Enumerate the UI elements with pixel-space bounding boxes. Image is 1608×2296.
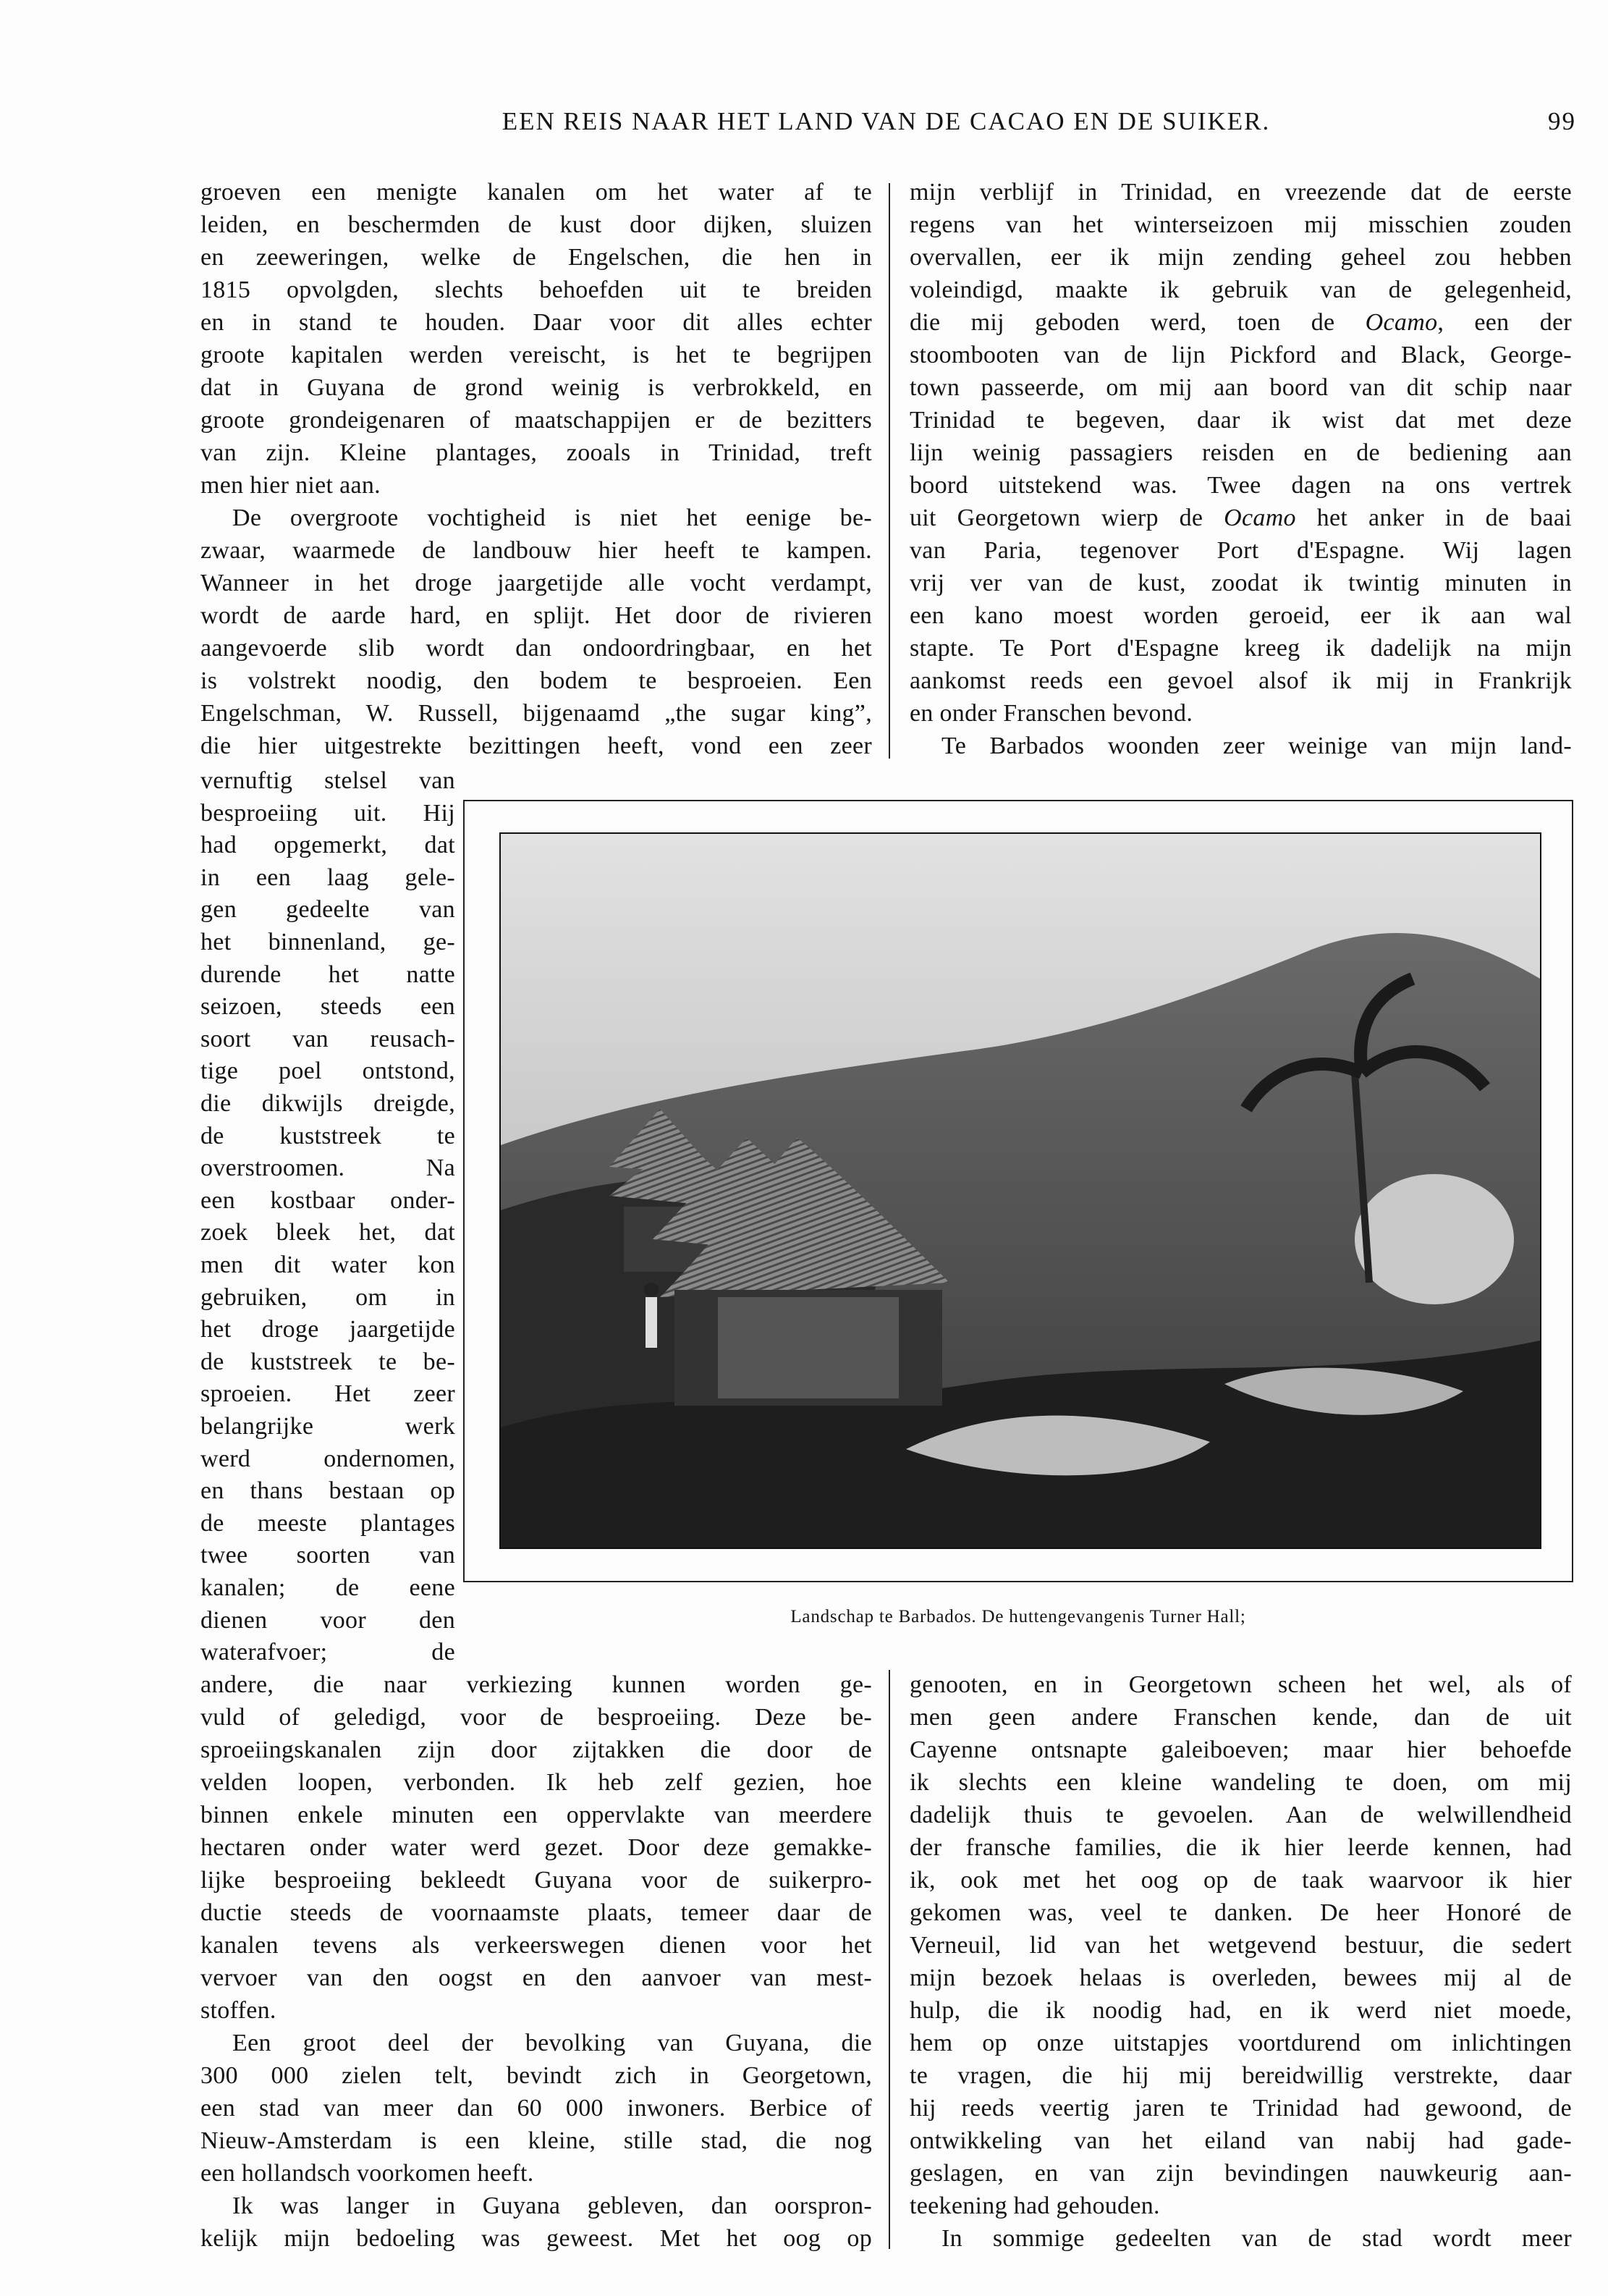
text-line: het droge jaargetijde — [200, 1316, 455, 1343]
text-line: zwaar, waarmede de landbouw hier heeft te kampen. — [200, 537, 872, 564]
text-line: en in stand te houden. Daar voor dit alles echter — [200, 309, 872, 336]
text-line: sproeien. Het zeer — [200, 1380, 455, 1408]
text-line: voleindigd, maakte ik gebruik van de gelegenheid, — [910, 277, 1572, 303]
text-line: het binnenland, ge- — [200, 929, 455, 955]
text-line: regens van het winterseizoen mij misschien zouden — [910, 211, 1572, 238]
text-line: gekomen was, veel te danken. De heer Honoré de — [910, 1899, 1572, 1926]
text-line: overstroomen. Na — [200, 1155, 455, 1182]
text-line: een kano moest worden geroeid, eer ik aan wal — [910, 602, 1572, 629]
text-line: Een groot deel der bevolking van Guyana, die — [232, 2030, 872, 2056]
text-line: een kostbaar onder- — [200, 1186, 455, 1214]
text-line: geslagen, en van zijn bevindingen nauwkeurig aan- — [910, 2160, 1572, 2187]
text-line: had opgemerkt, dat — [200, 832, 455, 859]
text-line: groote kapitalen werden vereischt, is het te begrijpen — [200, 342, 872, 368]
text-line: van Paria, tegenover Port d'Espagne. Wij lagen — [910, 537, 1572, 564]
text-line: seizoen, steeds een — [200, 993, 455, 1021]
text-line: mijn verblijf in Trinidad, en vreezende dat de eerste — [910, 179, 1572, 206]
text-line: wordt de aarde hard, en splijt. Het door de rivieren — [200, 602, 872, 629]
text-line: leiden, en beschermden de kust door dijken, sluizen — [200, 211, 872, 238]
text-line: groeven een menigte kanalen om het water af te — [200, 179, 872, 206]
text-line: een hollandsch voorkomen heeft. — [200, 2160, 534, 2187]
text-line: De overgroote vochtigheid is niet het eenige be- — [232, 505, 872, 531]
text-line: te vragen, die hij mij bereidwillig verstrekte, daar — [910, 2062, 1572, 2089]
text-line: Te Barbados woonden zeer weinige van mijn land- — [941, 733, 1572, 759]
page-number: 99 — [1548, 107, 1576, 135]
text-line: overvallen, eer ik mijn zending geheel zou hebben — [910, 244, 1572, 271]
text-line: kanalen tevens als verkeerswegen dienen voor het — [200, 1932, 872, 1959]
text-line: vrij ver van de kust, zoodat ik twintig minuten in — [910, 570, 1572, 596]
text-line: Engelschman, W. Russell, bijgenaamd „the sugar king”, — [200, 700, 872, 727]
text-line: is volstrekt noodig, den bodem te besproeien. Een — [200, 667, 872, 694]
text-line: in een laag gele- — [200, 864, 455, 891]
text-line: durende het natte — [200, 961, 455, 988]
photo-barbados-huts — [499, 832, 1541, 1549]
text-line: tige poel ontstond, — [200, 1058, 455, 1085]
text-line: sproeiingskanalen zijn door zijtakken die door de — [200, 1736, 872, 1763]
text-line: lijn weinig passagiers reisden en de bediening aan — [910, 439, 1572, 466]
text-line: kelijk mijn bedoeling was geweest. Met het oog op — [200, 2225, 872, 2252]
text-line: en thans bestaan op — [200, 1477, 455, 1505]
text-line: men dit water kon — [200, 1252, 455, 1278]
text-line: dadelijk thuis te gevoelen. Aan de welwillendheid — [910, 1802, 1572, 1828]
figure-caption: Landschap te Barbados. De huttengevangenis Turner Hall; — [790, 1607, 1246, 1626]
text-line: vernuftig stelsel van — [200, 767, 455, 794]
text-line: hem op onze uitstapjes voortdurend om inlichtingen — [910, 2030, 1572, 2056]
text-line: van zijn. Kleine plantages, zooals in Trinidad, treft — [200, 439, 872, 466]
text-line: waterafvoer; de — [200, 1639, 455, 1666]
text-line: Ik was langer in Guyana gebleven, dan oorspron- — [232, 2192, 872, 2219]
text-line: dienen voor den — [200, 1606, 455, 1634]
text-line: men hier niet aan. — [200, 472, 381, 499]
column-divider-top — [889, 183, 890, 759]
text-line: dat in Guyana de grond weinig is verbrokkeld, en — [200, 374, 872, 401]
text-line: velden loopen, verbonden. Ik heb zelf gezien, hoe — [200, 1769, 872, 1796]
text-line: stapte. Te Port d'Espagne kreeg ik dadelijk na mijn — [910, 635, 1572, 662]
text-line: vuld of geledigd, voor de besproeiing. Deze be- — [200, 1704, 872, 1731]
text-line: een stad van meer dan 60 000 inwoners. Berbice of — [200, 2095, 872, 2122]
text-line: hectaren onder water werd gezet. Door deze gemakke- — [200, 1834, 872, 1861]
text-line: en onder Franschen bevond. — [910, 700, 1193, 727]
text-line: ik, ook met het oog op de taak waarvoor ik hier — [910, 1867, 1572, 1894]
text-line: 1815 opvolgden, slechts behoefden uit te breiden — [200, 277, 872, 303]
text-line: werd ondernomen, — [200, 1445, 455, 1472]
text-line: Verneuil, lid van het wetgevend bestuur, die sedert — [910, 1932, 1572, 1959]
text-line: de kuststreek te be- — [200, 1348, 455, 1375]
running-head: EEN REIS NAAR HET LAND VAN DE CACAO EN DE SUIKER. — [502, 107, 1271, 135]
text-line: groote grondeigenaren of maatschappijen er de bezitters — [200, 407, 872, 434]
text-line: stoffen. — [200, 1997, 276, 2024]
text-line: Nieuw-Amsterdam is een kleine, stille stad, die nog — [200, 2127, 872, 2154]
text-line: ontwikkeling van het eiland van nabij had gade- — [910, 2127, 1572, 2154]
text-line: Cayenne ontsnapte galeiboeven; maar hier behoefde — [910, 1736, 1572, 1763]
text-line: hij reeds veertig jaren te Trinidad had gewoond, de — [910, 2095, 1572, 2122]
text-line: kanalen; de eene — [200, 1574, 455, 1601]
text-line: der fransche families, die ik hier leerde kennen, had — [910, 1834, 1572, 1861]
text-line: ductie steeds de voornaamste plaats, temeer daar de — [200, 1899, 872, 1926]
text-line: aankomst reeds een gevoel alsof ik mij in Frankrijk — [910, 667, 1572, 694]
landscape-illustration — [501, 834, 1540, 1548]
text-line: genooten, en in Georgetown scheen het wel, als of — [910, 1671, 1572, 1698]
text-line: zoek bleek het, dat — [200, 1219, 455, 1246]
text-line: uit Georgetown wierp de Ocamo het anker in de baai — [910, 505, 1572, 531]
text-line: town passeerde, om mij aan boord van dit schip naar — [910, 374, 1572, 401]
text-line: binnen enkele minuten een oppervlakte van meerdere — [200, 1802, 872, 1828]
text-line: en zeeweringen, welke de Engelschen, die hen in — [200, 244, 872, 271]
text-line: die dikwijls dreigde, — [200, 1090, 455, 1117]
text-line: mijn bezoek helaas is overleden, bewees mij al de — [910, 1964, 1572, 1991]
text-line: men geen andere Franschen kende, dan de uit — [910, 1704, 1572, 1731]
column-divider-bottom — [889, 1670, 890, 2249]
text-line: lijke besproeiing bekleedt Guyana voor de suikerpro- — [200, 1867, 872, 1894]
text-line: besproeiing uit. Hij — [200, 799, 455, 827]
text-line: Wanneer in het droge jaargetijde alle vocht verdampt, — [200, 570, 872, 596]
text-line: die mij geboden werd, toen de Ocamo, een der — [910, 309, 1573, 336]
text-line: aangevoerde slib wordt dan ondoordringbaar, en het — [200, 635, 872, 662]
text-line: die hier uitgestrekte bezittingen heeft, vond een zeer — [200, 733, 872, 759]
text-line: 300 000 zielen telt, bevindt zich in Georgetown, — [200, 2062, 872, 2089]
text-line: stoombooten van de lijn Pickford and Black, George- — [910, 342, 1572, 368]
text-line: boord uitstekend was. Twee dagen na ons vertrek — [910, 472, 1572, 499]
text-line: andere, die naar verkiezing kunnen worden ge- — [200, 1671, 872, 1698]
text-line: twee soorten van — [200, 1542, 455, 1569]
text-line: belangrijke werk — [200, 1413, 455, 1440]
text-line: ik slechts een kleine wandeling te doen, om mij — [910, 1769, 1572, 1796]
text-line: vervoer van den oogst en den aanvoer van mest- — [200, 1964, 872, 1991]
text-line: soort van reusach- — [200, 1025, 455, 1052]
text-line: de kuststreek te — [200, 1122, 455, 1149]
text-line: hulp, die ik noodig had, en ik werd niet moede, — [910, 1997, 1572, 2024]
text-line: gen gedeelte van — [200, 896, 455, 924]
text-line: gebruiken, om in — [200, 1283, 455, 1311]
text-line: Trinidad te begeven, daar ik wist dat met deze — [910, 407, 1572, 434]
text-line: teekening had gehouden. — [910, 2192, 1160, 2219]
text-line: In sommige gedeelten van de stad wordt meer — [941, 2225, 1572, 2252]
text-line: de meeste plantages — [200, 1509, 455, 1537]
